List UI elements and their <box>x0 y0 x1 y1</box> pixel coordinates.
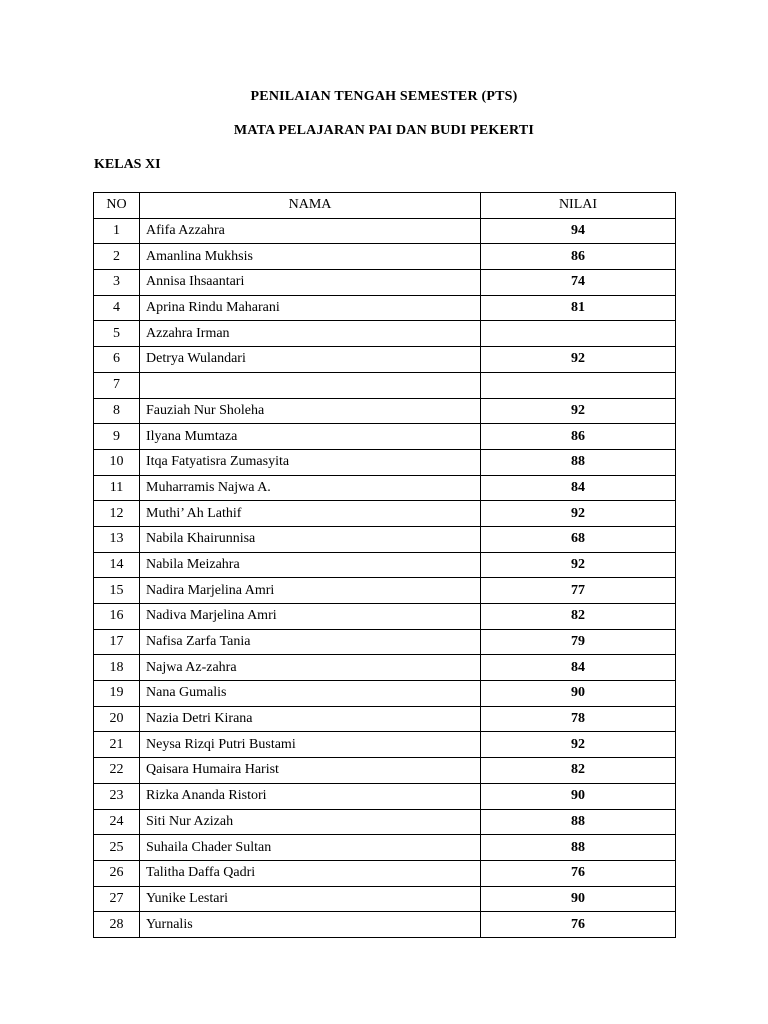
table-row <box>94 372 676 398</box>
row-nilai: 81 <box>481 295 676 321</box>
row-nilai: 84 <box>481 655 676 681</box>
row-nama: Detrya Wulandari <box>140 347 481 373</box>
table-row <box>94 732 676 758</box>
row-no: 6 <box>94 347 140 373</box>
table-row <box>94 604 676 630</box>
row-nilai: 94 <box>481 218 676 244</box>
row-no: 9 <box>94 424 140 450</box>
row-no: 27 <box>94 886 140 912</box>
row-nilai: 86 <box>481 244 676 270</box>
table-row <box>94 860 676 886</box>
row-nama: Talitha Daffa Qadri <box>140 860 481 886</box>
row-nilai: 84 <box>481 475 676 501</box>
row-nama: Aprina Rindu Maharani <box>140 295 481 321</box>
row-nama: Nadiva Marjelina Amri <box>140 604 481 630</box>
row-no: 1 <box>94 218 140 244</box>
row-nama: Azzahra Irman <box>140 321 481 347</box>
table-row <box>94 475 676 501</box>
table-row <box>94 578 676 604</box>
row-nilai: 86 <box>481 424 676 450</box>
table-row <box>94 655 676 681</box>
document-title: PENILAIAN TENGAH SEMESTER (PTS) <box>250 89 518 104</box>
row-nama: Fauziah Nur Sholeha <box>140 398 481 424</box>
table-header-row <box>94 193 676 219</box>
row-nama: Itqa Fatyatisra Zumasyita <box>140 449 481 475</box>
row-nama: Nadira Marjelina Amri <box>140 578 481 604</box>
row-no: 20 <box>94 706 140 732</box>
row-nilai: 92 <box>481 398 676 424</box>
row-nilai: 90 <box>481 783 676 809</box>
row-no: 10 <box>94 449 140 475</box>
table-row <box>94 809 676 835</box>
row-no: 13 <box>94 526 140 552</box>
row-no: 17 <box>94 629 140 655</box>
row-nilai: 82 <box>481 758 676 784</box>
row-nama: Qaisara Humaira Harist <box>140 758 481 784</box>
row-nilai: 82 <box>481 604 676 630</box>
row-no: 16 <box>94 604 140 630</box>
table-row <box>94 295 676 321</box>
row-no: 12 <box>94 501 140 527</box>
table-body <box>94 218 676 937</box>
row-nilai: 88 <box>481 835 676 861</box>
row-nilai: 76 <box>481 912 676 938</box>
table-row <box>94 912 676 938</box>
row-no: 22 <box>94 758 140 784</box>
row-nilai: 77 <box>481 578 676 604</box>
row-nama: Yurnalis <box>140 912 481 938</box>
row-no: 7 <box>94 372 140 398</box>
row-nilai: 92 <box>481 347 676 373</box>
table-row <box>94 270 676 296</box>
table-row <box>94 501 676 527</box>
table-row <box>94 526 676 552</box>
row-nama: Annisa Ihsaantari <box>140 270 481 296</box>
row-nama: Muthi’ Ah Lathif <box>140 501 481 527</box>
row-no: 3 <box>94 270 140 296</box>
table-row <box>94 218 676 244</box>
row-nilai: 78 <box>481 706 676 732</box>
row-no: 5 <box>94 321 140 347</box>
row-nama: Nafisa Zarfa Tania <box>140 629 481 655</box>
row-no: 8 <box>94 398 140 424</box>
header-nilai: NILAI <box>481 193 676 219</box>
row-nilai <box>481 321 676 347</box>
table-row <box>94 347 676 373</box>
row-nilai: 90 <box>481 886 676 912</box>
row-nilai: 92 <box>481 501 676 527</box>
row-no: 4 <box>94 295 140 321</box>
table-row <box>94 783 676 809</box>
row-no: 25 <box>94 835 140 861</box>
row-nilai: 74 <box>481 270 676 296</box>
row-nama: Yunike Lestari <box>140 886 481 912</box>
header-no: NO <box>94 193 140 219</box>
table-row <box>94 886 676 912</box>
row-nama: Nazia Detri Kirana <box>140 706 481 732</box>
table-row <box>94 244 676 270</box>
row-nama: Amanlina Mukhsis <box>140 244 481 270</box>
row-no: 15 <box>94 578 140 604</box>
table-row <box>94 706 676 732</box>
row-no: 23 <box>94 783 140 809</box>
row-nama <box>140 372 481 398</box>
table-row <box>94 449 676 475</box>
row-nilai: 68 <box>481 526 676 552</box>
document-subtitle: MATA PELAJARAN PAI DAN BUDI PEKERTI <box>233 123 535 138</box>
row-nilai: 76 <box>481 860 676 886</box>
row-no: 21 <box>94 732 140 758</box>
table-row <box>94 321 676 347</box>
row-nama: Muharramis Najwa A. <box>140 475 481 501</box>
row-nilai: 88 <box>481 449 676 475</box>
row-no: 19 <box>94 681 140 707</box>
row-nama: Nana Gumalis <box>140 681 481 707</box>
row-nilai: 92 <box>481 552 676 578</box>
table-row <box>94 681 676 707</box>
row-no: 24 <box>94 809 140 835</box>
row-nilai <box>481 372 676 398</box>
row-nilai: 88 <box>481 809 676 835</box>
row-nilai: 79 <box>481 629 676 655</box>
row-nilai: 92 <box>481 732 676 758</box>
row-nama: Rizka Ananda Ristori <box>140 783 481 809</box>
row-nama: Najwa Az-zahra <box>140 655 481 681</box>
row-no: 28 <box>94 912 140 938</box>
header-nama: NAMA <box>140 193 481 219</box>
row-no: 2 <box>94 244 140 270</box>
table-row <box>94 629 676 655</box>
row-no: 26 <box>94 860 140 886</box>
row-nama: Suhaila Chader Sultan <box>140 835 481 861</box>
row-no: 18 <box>94 655 140 681</box>
row-nama: Neysa Rizqi Putri Bustami <box>140 732 481 758</box>
row-nama: Ilyana Mumtaza <box>140 424 481 450</box>
table-row <box>94 758 676 784</box>
row-nama: Siti Nur Azizah <box>140 809 481 835</box>
table-row <box>94 552 676 578</box>
table-row <box>94 398 676 424</box>
row-no: 11 <box>94 475 140 501</box>
grades-table <box>93 192 676 938</box>
row-nama: Nabila Khairunnisa <box>140 526 481 552</box>
row-nama: Nabila Meizahra <box>140 552 481 578</box>
table-row <box>94 424 676 450</box>
row-nilai: 90 <box>481 681 676 707</box>
table-row <box>94 835 676 861</box>
row-no: 14 <box>94 552 140 578</box>
class-label: KELAS XI <box>94 157 161 172</box>
row-nama: Afifa Azzahra <box>140 218 481 244</box>
